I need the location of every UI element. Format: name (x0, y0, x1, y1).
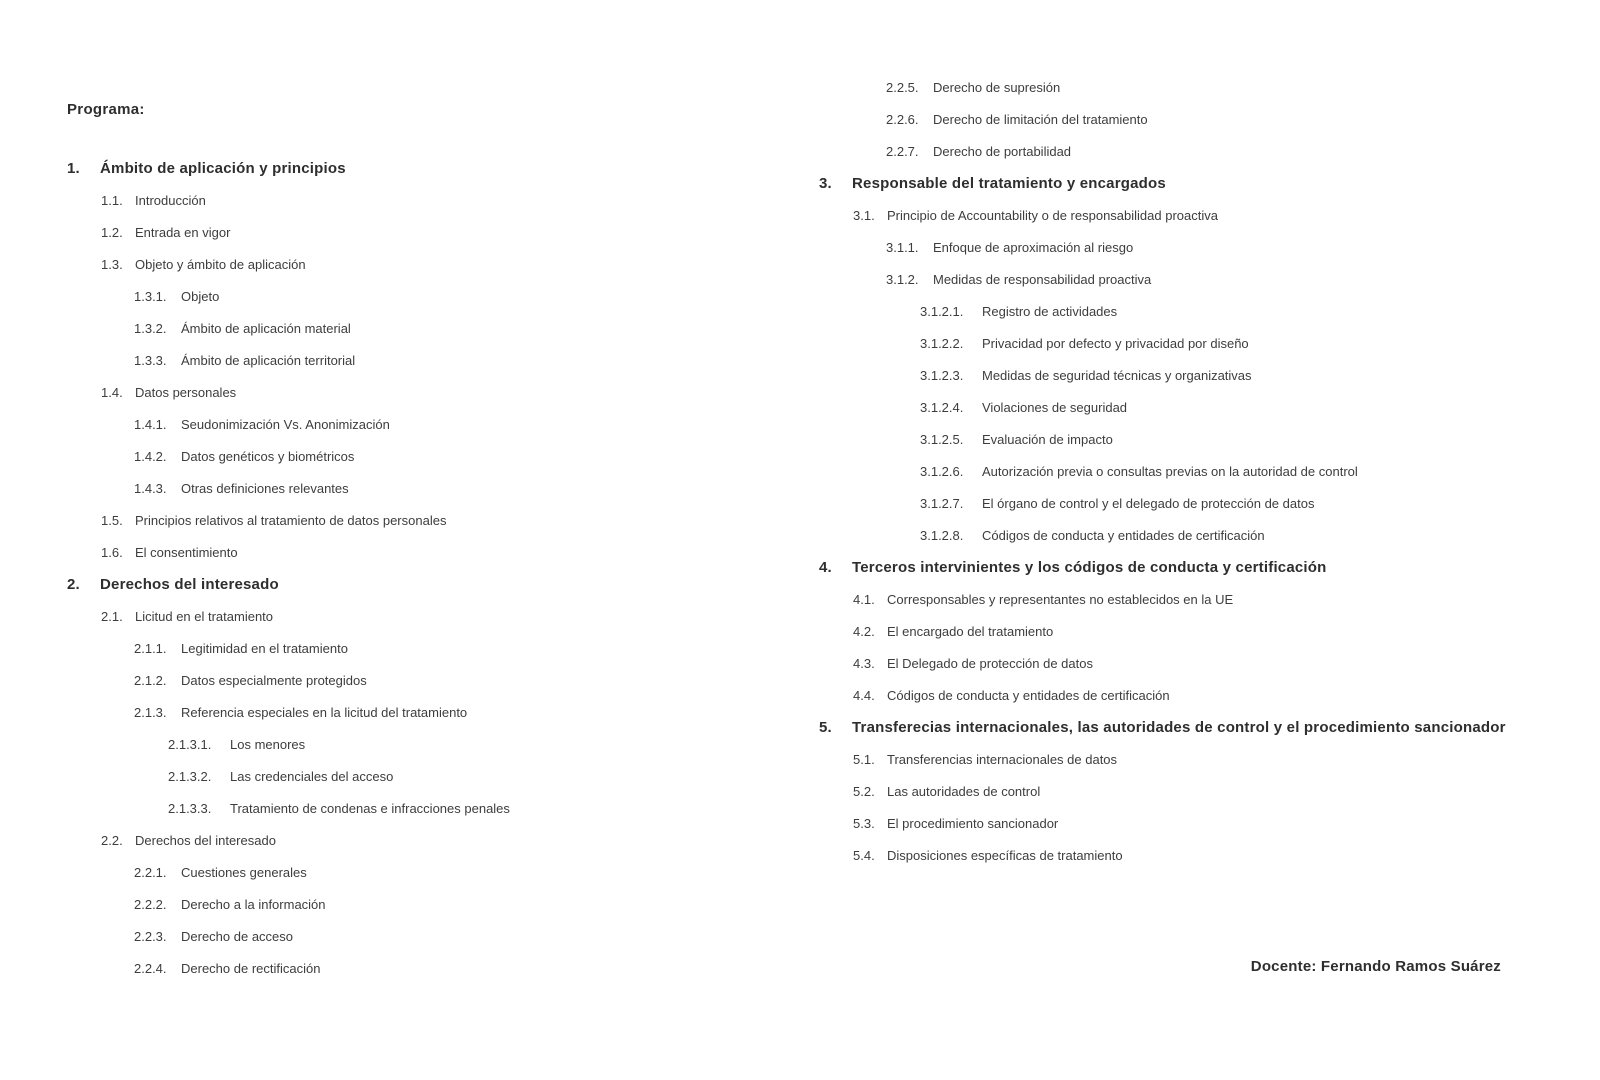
outline-item-label: Derecho de portabilidad (933, 144, 1072, 159)
outline-heading (819, 552, 1579, 584)
outline-item-label: Ámbito de aplicación material (181, 321, 351, 336)
outline-item (67, 409, 797, 441)
outline-item-number: 5.4. (853, 848, 875, 863)
outline-item-label: Violaciones de seguridad (982, 400, 1128, 415)
outline-item-label: Derecho de supresión (933, 80, 1061, 95)
outline-item-number: 3.1.2.1. (920, 304, 964, 319)
outline-item-number: 5.2. (853, 784, 875, 799)
outline-heading (819, 168, 1579, 200)
outline-item-label: Códigos de conducta y entidades de certificación (982, 528, 1265, 543)
outline-item-number: 2. (67, 576, 80, 593)
outline-item-label: Ámbito de aplicación y principios (100, 160, 346, 177)
outline-item (67, 537, 797, 569)
outline-item-number: 2.1.1. (134, 641, 167, 656)
outline-item-number: 2.2.2. (134, 897, 167, 912)
outline-item (819, 520, 1579, 552)
outline-item (67, 441, 797, 473)
outline-item-label: Derecho de rectificación (181, 961, 321, 976)
outline-item (67, 249, 797, 281)
outline-item-label: Cuestiones generales (181, 865, 307, 880)
outline-item-number: 3. (819, 175, 832, 192)
outline-item-number: 1.4. (101, 385, 123, 400)
outline-item-number: 2.1.3.2. (168, 769, 212, 784)
outline-item-label: Licitud en el tratamiento (135, 609, 274, 624)
outline-item-number: 2.1.3.1. (168, 737, 212, 752)
outline-item (819, 648, 1579, 680)
outline-item (67, 761, 797, 793)
docente-credit: Docente: Fernando Ramos Suárez (1250, 958, 1501, 975)
outline-item-number: 2.2.6. (886, 112, 919, 127)
outline-item-number: 1.3.3. (134, 353, 167, 368)
outline-item-number: 3.1.1. (886, 240, 919, 255)
outline-heading (67, 569, 797, 601)
outline-item (67, 601, 797, 633)
outline-item-label: Autorización previa o consultas previas on la autoridad de control (982, 464, 1358, 479)
outline-item-number: 1.4.3. (134, 481, 167, 496)
outline-item-number: 5.1. (853, 752, 875, 767)
outline-item (819, 776, 1579, 808)
outline-item-label: Datos personales (135, 385, 237, 400)
outline-item (67, 953, 797, 985)
outline-item-label: Otras definiciones relevantes (181, 481, 349, 496)
outline-item (67, 313, 797, 345)
outline-heading (819, 712, 1579, 744)
outline-item-label: Introducción (135, 193, 206, 208)
outline-item (819, 488, 1579, 520)
outline-column-right (819, 72, 1579, 872)
outline-item-label: Medidas de seguridad técnicas y organizativas (982, 368, 1252, 383)
outline-item-label: Terceros intervinientes y los códigos de conducta y certificación (852, 559, 1327, 576)
outline-item-number: 2.2.1. (134, 865, 167, 880)
outline-item (819, 200, 1579, 232)
outline-item (819, 456, 1579, 488)
outline-item (67, 217, 797, 249)
outline-item-label: Privacidad por defecto y privacidad por diseño (982, 336, 1249, 351)
outline-item (819, 808, 1579, 840)
outline-item-label: Principio de Accountability o de responsabilidad proactiva (887, 208, 1218, 223)
outline-item-number: 2.1.3.3. (168, 801, 212, 816)
outline-item-label: Datos genéticos y biométricos (181, 449, 355, 464)
outline-item (67, 697, 797, 729)
outline-item (819, 616, 1579, 648)
outline-item (819, 296, 1579, 328)
outline-item-number: 4. (819, 559, 832, 576)
outline-item (819, 232, 1579, 264)
outline-item-number: 2.1.3. (134, 705, 167, 720)
outline-item-number: 3.1.2.2. (920, 336, 964, 351)
outline-item (819, 360, 1579, 392)
outline-item-label: Las credenciales del acceso (230, 769, 394, 784)
outline-item-number: 3.1.2. (886, 272, 919, 287)
outline-item-label: Registro de actividades (982, 304, 1118, 319)
outline-item-number: 4.2. (853, 624, 875, 639)
outline-item (67, 505, 797, 537)
outline-item-label: El procedimiento sancionador (887, 816, 1059, 831)
outline-item-label: El Delegado de protección de datos (887, 656, 1093, 671)
outline-item-number: 1. (67, 160, 80, 177)
outline-item (67, 377, 797, 409)
outline-item-number: 1.3. (101, 257, 123, 272)
outline-item (67, 665, 797, 697)
outline-column-left (67, 153, 797, 985)
outline-item (819, 264, 1579, 296)
outline-item-label: Enfoque de aproximación al riesgo (933, 240, 1134, 255)
outline-item-number: 2.2.5. (886, 80, 919, 95)
outline-item (67, 825, 797, 857)
outline-item-number: 3.1.2.6. (920, 464, 964, 479)
outline-item-number: 1.3.1. (134, 289, 167, 304)
outline-item-label: Tratamiento de condenas e infracciones penales (230, 801, 510, 816)
outline-item-label: Objeto y ámbito de aplicación (135, 257, 306, 272)
outline-item-number: 4.4. (853, 688, 875, 703)
outline-item-number: 4.3. (853, 656, 875, 671)
outline-item (819, 424, 1579, 456)
outline-item-label: Entrada en vigor (135, 225, 231, 240)
outline-item-number: 5. (819, 719, 832, 736)
page-title: Programa: (67, 101, 145, 118)
outline-item-label: Referencia especiales en la licitud del tratamiento (181, 705, 468, 720)
outline-item (819, 744, 1579, 776)
outline-item-label: Corresponsables y representantes no establecidos en la UE (887, 592, 1234, 607)
outline-item (67, 921, 797, 953)
outline-item-label: Derechos del interesado (100, 576, 279, 593)
outline-item-number: 2.2.4. (134, 961, 167, 976)
outline-item (67, 729, 797, 761)
outline-item-number: 1.4.2. (134, 449, 167, 464)
outline-item (819, 328, 1579, 360)
outline-item-label: Datos especialmente protegidos (181, 673, 367, 688)
outline-item-number: 2.2.3. (134, 929, 167, 944)
outline-item (67, 473, 797, 505)
outline-item (67, 889, 797, 921)
outline-item-number: 3.1. (853, 208, 875, 223)
outline-item-label: Ámbito de aplicación territorial (181, 353, 356, 368)
outline-item-label: El consentimiento (135, 545, 238, 560)
outline-item-number: 1.2. (101, 225, 123, 240)
outline-item (67, 185, 797, 217)
outline-item (67, 345, 797, 377)
outline-item-label: Responsable del tratamiento y encargados (852, 175, 1166, 192)
outline-item-label: Derecho de acceso (181, 929, 294, 944)
outline-item-number: 1.1. (101, 193, 123, 208)
outline-item-label: Principios relativos al tratamiento de datos personales (135, 513, 447, 528)
outline-item (819, 680, 1579, 712)
outline-item (819, 840, 1579, 872)
outline-item-label: Objeto (181, 289, 220, 304)
outline-item-number: 3.1.2.4. (920, 400, 964, 415)
outline-item-number: 2.1.2. (134, 673, 167, 688)
outline-item (819, 584, 1579, 616)
outline-item-number: 2.1. (101, 609, 123, 624)
outline-item-number: 3.1.2.7. (920, 496, 964, 511)
outline-item-label: Seudonimización Vs. Anonimización (181, 417, 390, 432)
outline-item-label: Derechos del interesado (135, 833, 276, 848)
outline-item-label: Transferecias internacionales, las autoridades de control y el procedimiento sancionador (852, 719, 1506, 736)
outline-item-label: Derecho a la información (181, 897, 326, 912)
outline-item (819, 392, 1579, 424)
outline-item (67, 281, 797, 313)
outline-item (67, 857, 797, 889)
outline-item-label: Disposiciones específicas de tratamiento (887, 848, 1123, 863)
outline-item-label: El órgano de control y el delegado de protección de datos (982, 496, 1315, 511)
outline-item-number: 2.2.7. (886, 144, 919, 159)
outline-item-number: 4.1. (853, 592, 875, 607)
outline-item-label: Los menores (230, 737, 306, 752)
outline-item-label: Transferencias internacionales de datos (887, 752, 1118, 767)
outline-item-label: Derecho de limitación del tratamiento (933, 112, 1148, 127)
outline-item-number: 5.3. (853, 816, 875, 831)
outline-item-label: Medidas de responsabilidad proactiva (933, 272, 1152, 287)
outline-item-label: El encargado del tratamiento (887, 624, 1054, 639)
outline-item-number: 3.1.2.5. (920, 432, 964, 447)
outline-item-label: Las autoridades de control (887, 784, 1041, 799)
outline-item (819, 72, 1579, 104)
outline-item-number: 1.3.2. (134, 321, 167, 336)
outline-item-number: 1.6. (101, 545, 123, 560)
outline-item (67, 793, 797, 825)
outline-item-number: 3.1.2.8. (920, 528, 964, 543)
outline-item-label: Evaluación de impacto (982, 432, 1113, 447)
outline-item-label: Legitimidad en el tratamiento (181, 641, 348, 656)
outline-item-number: 1.5. (101, 513, 123, 528)
outline-item (819, 104, 1579, 136)
outline-item-number: 1.4.1. (134, 417, 167, 432)
outline-item-number: 2.2. (101, 833, 123, 848)
outline-item-label: Códigos de conducta y entidades de certificación (887, 688, 1170, 703)
outline-item-number: 3.1.2.3. (920, 368, 964, 383)
outline-item (819, 136, 1579, 168)
outline-item (67, 633, 797, 665)
outline-heading (67, 153, 797, 185)
